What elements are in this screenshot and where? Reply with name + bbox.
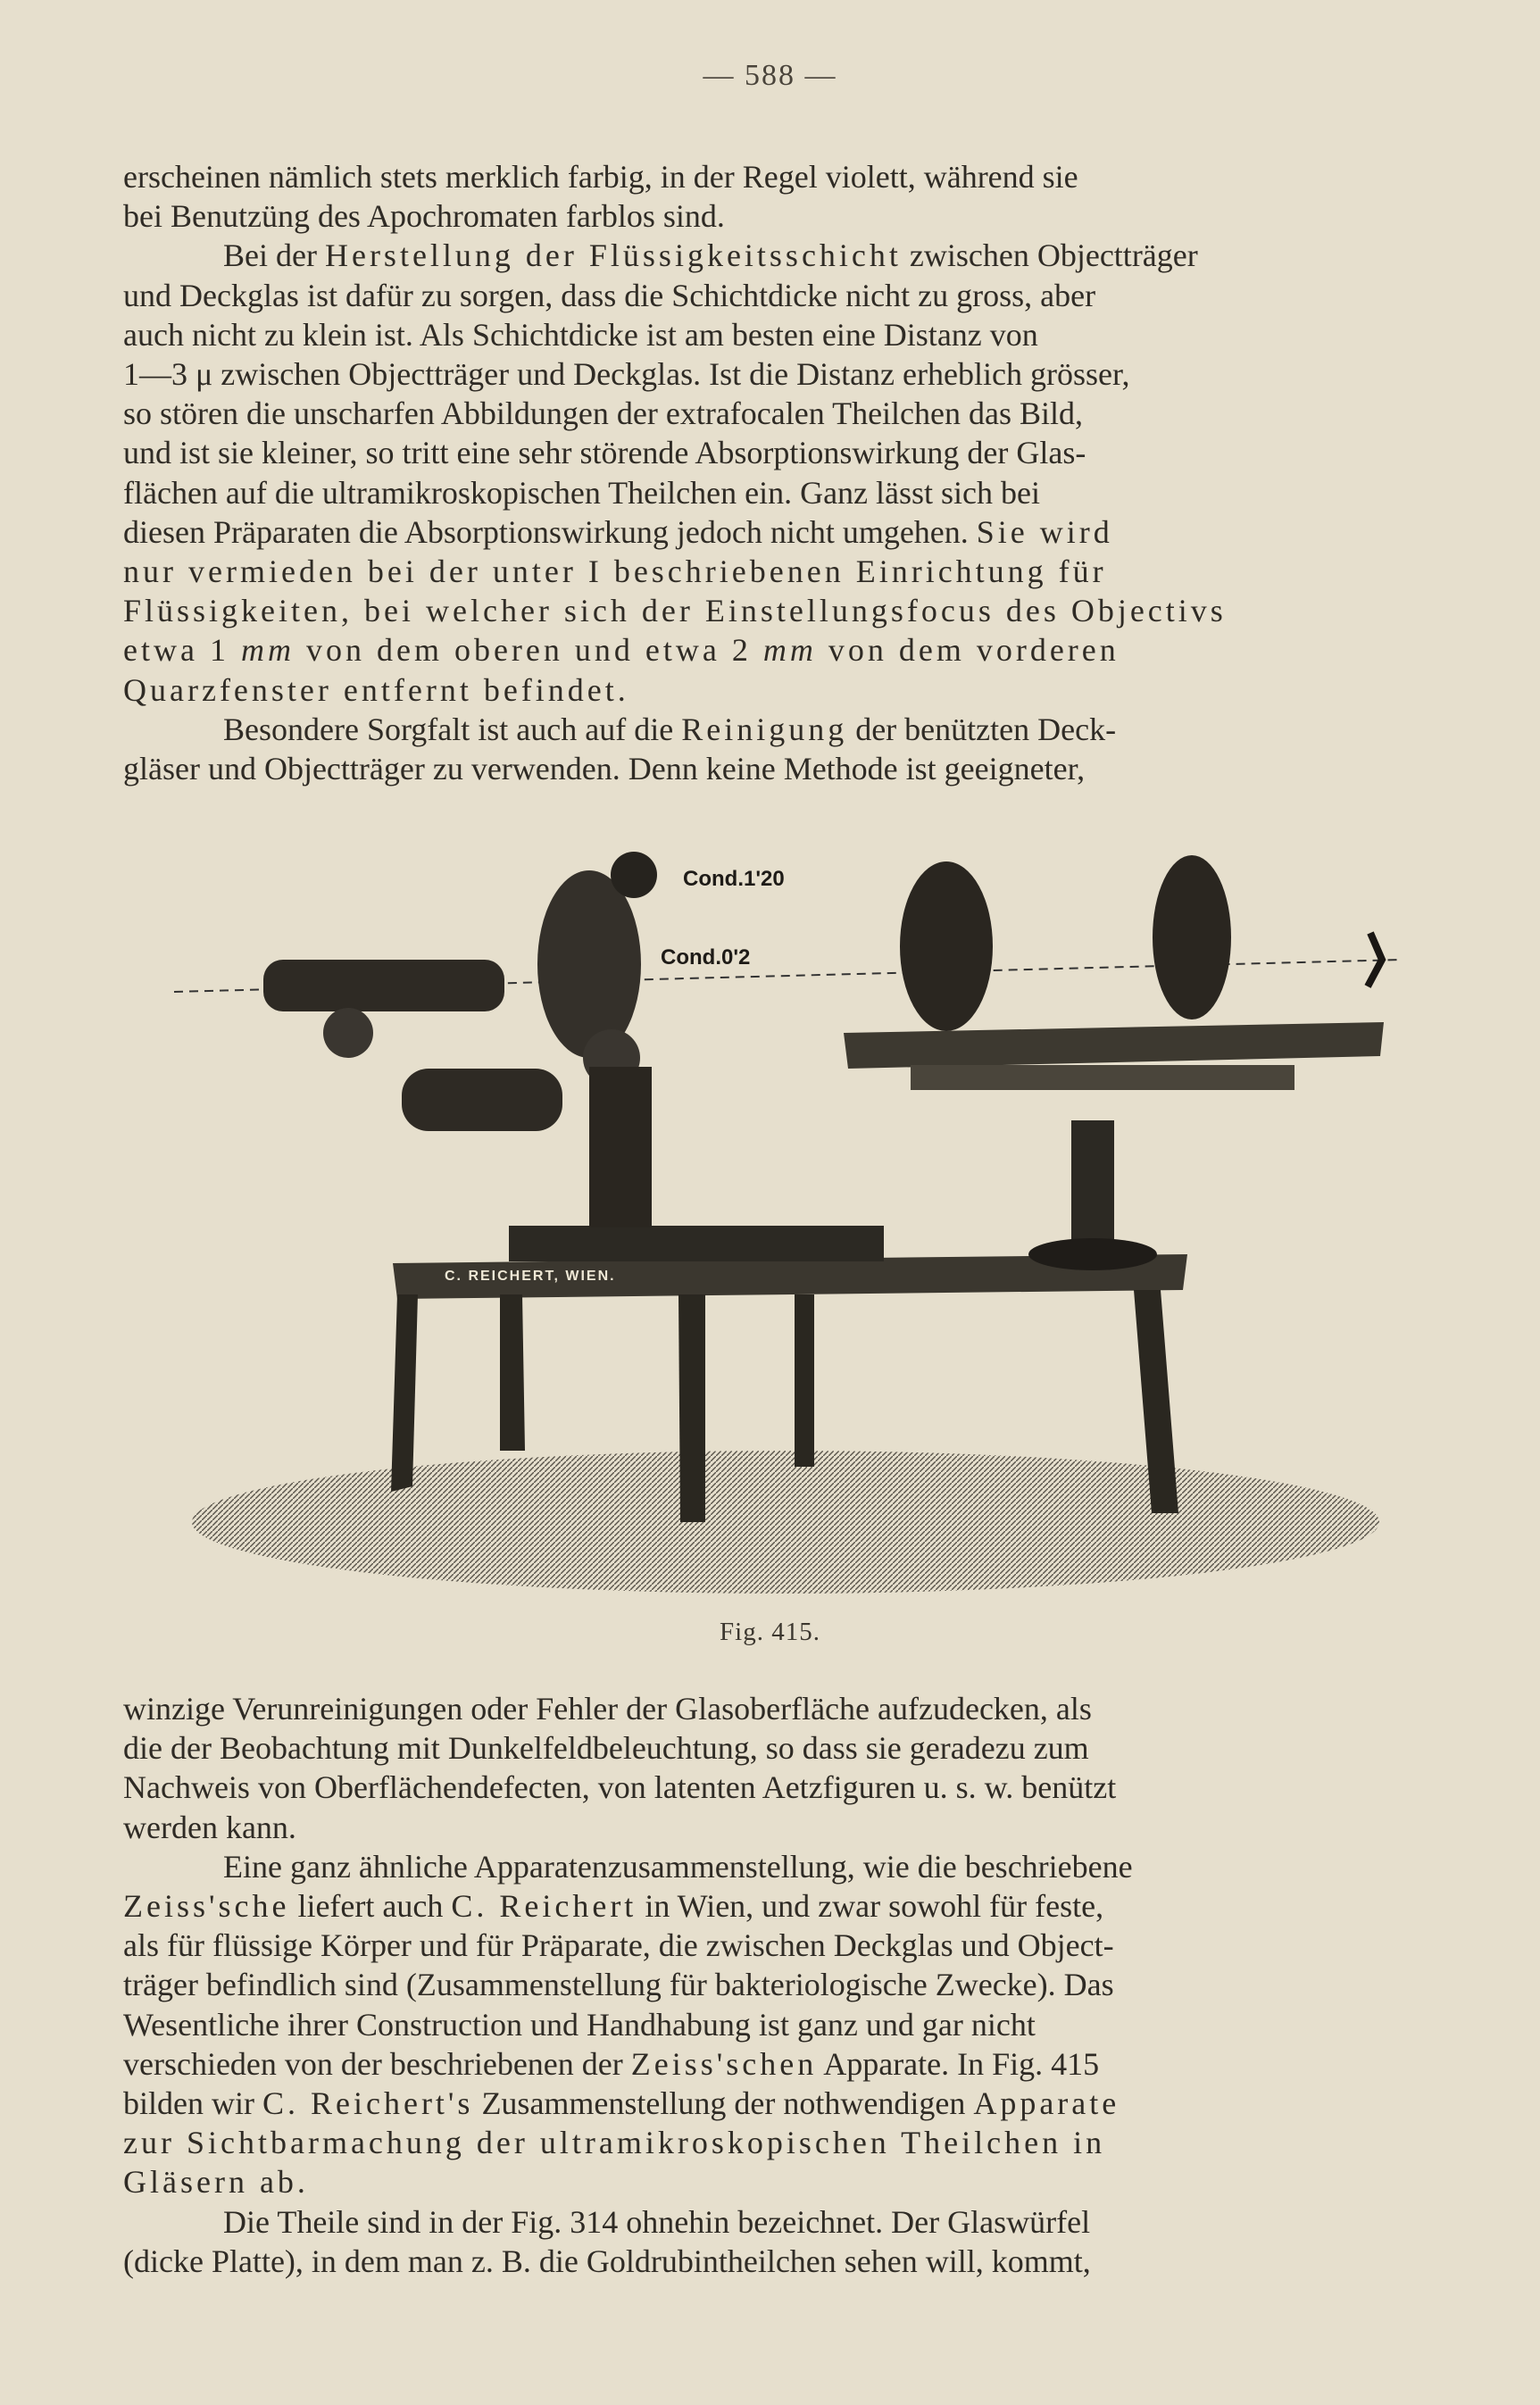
lower-text-block: [123, 1689, 1444, 2281]
text-line: Zeiss'sche liefert auch C. Reichert in Wien, und zwar sowohl für feste,: [123, 1888, 1104, 1925]
base-plate: [509, 1226, 884, 1261]
paragraph-line: Eine ganz ähnliche Apparatenzusammenstellung, wie die beschriebene: [223, 1848, 1133, 1885]
text-line: auch nicht zu klein ist. Als Schichtdicke ist am besten eine Distanz von: [123, 316, 1038, 353]
text-line: flächen auf die ultramikroskopischen Theilchen ein. Ganz lässt sich bei: [123, 474, 1041, 511]
emphasis-line: zur Sichtbarmachung der ultramikroskopischen Theilchen in: [123, 2125, 1106, 2161]
text-line: (dicke Platte), in dem man z. B. die Goldrubintheilchen sehen will, kommt,: [123, 2243, 1091, 2279]
emphasis-text: Reinigung: [681, 711, 848, 747]
text-line: bilden wir C. Reichert's Zusammenstellung der nothwendigen Apparate: [123, 2085, 1120, 2122]
text-line: werden kann.: [123, 1809, 296, 1845]
emphasis-line: Gläsern ab.: [123, 2164, 309, 2201]
text-line: als für flüssige Körper und für Präparate, die zwischen Deckglas und Object-: [123, 1927, 1114, 1964]
diaphragm-disc: [900, 861, 993, 1031]
text-line: diesen Präparaten die Absorptionswirkung jedoch nicht umgehen. Sie wird: [123, 513, 1113, 550]
emphasis-text: C. Reichert: [451, 1888, 637, 1925]
figure-415: [170, 835, 1402, 1594]
text-line: und Deckglas ist dafür zu sorgen, dass die Schichtdicke nicht zu gross, aber: [123, 277, 1096, 313]
table-leg: [500, 1294, 525, 1451]
paragraph-line: Die Theile sind in der Fig. 314 ohnehin bezeichnet. Der Glaswürfel: [223, 2203, 1091, 2240]
ground-shadow: [192, 1451, 1379, 1594]
text-line: und ist sie kleiner, so tritt eine sehr störende Absorptionswirkung der Glas-: [123, 435, 1086, 471]
emphasis-line: Flüssigkeiten, bei welcher sich der Einstellungsfocus des Objectivs: [123, 593, 1227, 629]
text-line: erscheinen nämlich stets merklich farbig, in der Regel violett, während sie: [123, 159, 1078, 195]
emphasis-text: C. Reichert's: [262, 2085, 474, 2122]
emphasis-text: Zeiss'sche: [123, 1888, 290, 1925]
text-line: gläser und Objectträger zu verwenden. Denn keine Methode ist geeigneter,: [123, 751, 1086, 787]
paragraph-line: Bei der Herstellung der Flüssigkeitsschicht zwischen Objectträger: [223, 237, 1198, 274]
text-line: die der Beobachtung mit Dunkelfeldbeleuchtung, so dass sie geradezu zum: [123, 1730, 1089, 1767]
column-foot: [1028, 1238, 1157, 1270]
table-leg: [678, 1294, 705, 1522]
optical-bench-rail: [844, 1022, 1384, 1069]
lower-tube: [402, 1069, 562, 1131]
text-line: verschieden von der beschriebenen der Zeiss'schen Apparate. In Fig. 415: [123, 2045, 1100, 2082]
text-line: bei Benutzüng des Apochromaten farblos sind.: [123, 198, 725, 235]
emphasis-text: Zeiss'schen: [630, 2045, 818, 2082]
page-number: — 588 —: [703, 59, 837, 92]
label-cond-120: Cond.1'20: [683, 867, 785, 891]
emphasis-line: etwa 1 mm von dem oberen und etwa 2 mm von dem vorderen: [123, 632, 1120, 669]
emphasis-line: nur vermieden bei der unter I beschriebenen Einrichtung für: [123, 553, 1107, 590]
emphasis-text: Sie wird: [976, 513, 1113, 550]
microscope-stand: [589, 1067, 652, 1227]
upper-text-block: [123, 157, 1444, 788]
text-line: Wesentliche ihrer Construction und Handhabung ist ganz und gar nicht: [123, 2006, 1036, 2043]
text-line: so stören die unscharfen Abbildungen der extrafocalen Theilchen das Bild,: [123, 395, 1084, 432]
diaphragm-disc: [1153, 855, 1231, 1019]
text-line: Nachweis von Oberflächendefecten, von latenten Aetzfiguren u. s. w. benützt: [123, 1769, 1117, 1806]
text-line: 1—3 μ zwischen Objectträger und Deckglas. Ist die Distanz erheblich grösser,: [123, 356, 1130, 393]
emphasis-text: Apparate: [973, 2085, 1120, 2122]
paragraph-line: Besondere Sorgfalt ist auch auf die Reinigung der benützten Deck-: [223, 711, 1117, 747]
emphasis-line: Quarzfenster entfernt befindet.: [123, 671, 629, 708]
adjustment-wheel: [323, 1008, 373, 1058]
emphasis-text: Herstellung der Flüssigkeitsschicht: [324, 237, 902, 274]
label-cond-02: Cond.0'2: [661, 945, 751, 969]
figure-caption: Fig. 415.: [720, 1618, 820, 1646]
microscope-tube: [263, 960, 504, 1011]
support-column: [1071, 1120, 1114, 1254]
condenser-head: [537, 870, 641, 1058]
maker-plate: C. REICHERT, WIEN.: [445, 1269, 616, 1284]
text-line: winzige Verunreinigungen oder Fehler der Glasoberfläche aufzudecken, als: [123, 1691, 1092, 1727]
condenser-knob: [611, 852, 657, 898]
table-leg: [391, 1294, 418, 1492]
text-line: träger befindlich sind (Zusammenstellung für bakteriologische Zwecke). Das: [123, 1967, 1114, 2003]
apparatus-illustration: [170, 835, 1402, 1594]
table-leg: [795, 1294, 814, 1467]
bench-carriage: [911, 1065, 1294, 1090]
